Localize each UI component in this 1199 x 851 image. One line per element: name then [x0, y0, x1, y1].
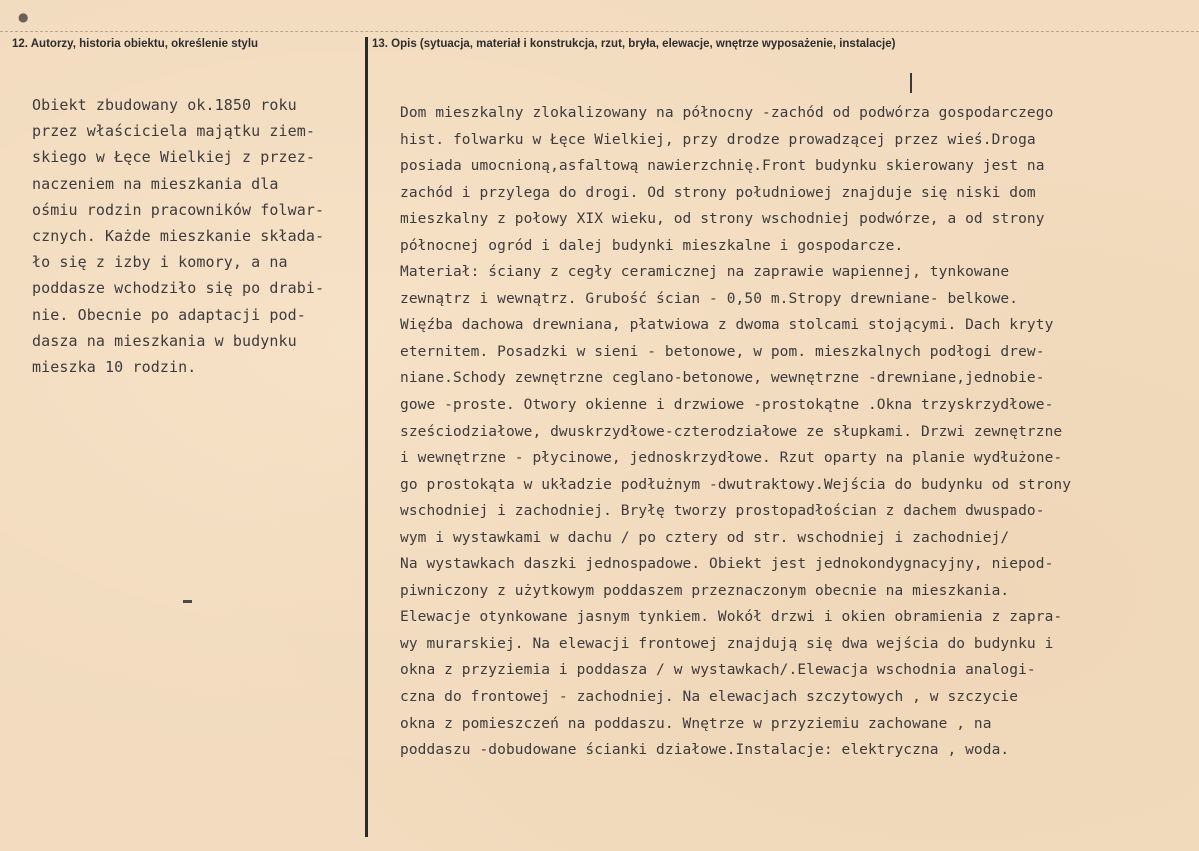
- column-divider: [365, 37, 368, 837]
- corner-mark-icon: ●: [18, 10, 29, 24]
- history-line: dasza na mieszkania w budynku: [32, 331, 297, 350]
- description-line: Więźba dachowa drewniana, płatwiowa z dwoma stolcami stojącymi. Dach kryty: [400, 317, 1054, 334]
- description-line: wschodniej i zachodniej. Bryłę tworzy prostopadłościan z dachem dwuspado-: [400, 503, 1045, 520]
- history-line: cznych. Każde mieszkanie składa-: [32, 227, 325, 246]
- description-line: wy murarskiej. Na elewacji frontowej znajdują się dwa wejścia do budynku i: [400, 635, 1054, 652]
- history-line: poddasze wchodziło się po drabi-: [32, 279, 325, 298]
- history-line: ośmiu rodzin pracowników folwar-: [32, 200, 325, 219]
- description-line: okna z przyziemia i poddasza / w wystawkach/.Elewacja wschodnia analogi-: [400, 662, 1036, 679]
- description-line: Materiał: ściany z cegły ceramicznej na zaprawie wapiennej, tynkowane: [400, 264, 1010, 281]
- description-text: [400, 100, 1195, 764]
- history-text: [32, 92, 362, 380]
- history-line: naczeniem na mieszkania dla: [32, 174, 279, 193]
- description-line: posiada umocnioną,asfaltową nawierzchnię.Front budynku skierowany jest na: [400, 158, 1045, 175]
- description-line: sześciodziałowe, dwuskrzydłowe-czterodziałowe ze słupkami. Drzwi zewnętrzne: [400, 423, 1063, 440]
- description-line: niane.Schody zewnętrzne ceglano-betonowe, wewnętrzne -drewniane,jednobie-: [400, 370, 1045, 387]
- description-line: Dom mieszkalny zlokalizowany na północny -zachód od podwórza gospodarczego: [400, 105, 1054, 121]
- history-line: ło się z izby i komory, a na: [32, 253, 288, 272]
- history-line: skiego w Łęce Wielkiej z przez-: [32, 148, 316, 167]
- history-line: przez właściciela majątku ziem-: [32, 122, 316, 141]
- description-line: go prostokąta w układzie podłużnym -dwutraktowy.Wejścia do budynku od strony: [400, 476, 1072, 493]
- description-line: Na wystawkach daszki jednospadowe. Obiekt jest jednokondygnacyjny, niepod-: [400, 556, 1054, 573]
- history-line: mieszka 10 rodzin.: [32, 358, 197, 377]
- description-line: i wewnętrzne - płycinowe, jednoskrzydłowe. Rzut oparty na planie wydłużone-: [400, 450, 1063, 467]
- text-cursor-mark: [910, 73, 912, 93]
- description-line: poddaszu -dobudowane ścianki działowe.Instalacje: elektryczna , woda.: [400, 742, 1010, 759]
- description-line: wym i wystawkami w dachu / po cztery od str. wschodniej i zachodniej/: [400, 529, 1010, 546]
- description-line: hist. folwarku w Łęce Wielkiej, przy drodze prowadzącej przez wieś.Droga: [400, 131, 1036, 148]
- description-line: gowe -proste. Otwory okienne i drzwiowe -prostokątne .Okna trzyskrzydłowe-: [400, 397, 1054, 414]
- section-13-header: 13. Opis (sytuacja, materiał i konstrukcja, rzut, bryła, elewacje, wnętrze wyposażenie, instalacje): [372, 38, 896, 50]
- description-line: zewnątrz i wewnątrz. Grubość ścian - 0,50 m.Stropy drewniane- belkowe.: [400, 290, 1019, 307]
- header-divider: [0, 31, 1199, 33]
- dash-mark: [183, 600, 192, 603]
- description-line: północnej ogród i dalej budynki mieszkalne i gospodarcze.: [400, 237, 904, 254]
- description-line: Elewacje otynkowane jasnym tynkiem. Wokół drzwi i okien obramienia z zapra-: [400, 609, 1063, 626]
- history-line: Obiekt zbudowany ok.1850 roku: [32, 96, 297, 114]
- description-line: okna z pomieszczeń na poddaszu. Wnętrze w przyziemiu zachowane , na: [400, 715, 992, 732]
- description-line: czna do frontowej - zachodniej. Na elewacjach szczytowych , w szczycie: [400, 689, 1019, 706]
- description-line: eternitem. Posadzki w sieni - betonowe, w pom. mieszkalnych podłogi drew-: [400, 343, 1045, 360]
- description-line: piwniczony z użytkowym poddaszem przeznaczonym obecnie na mieszkania.: [400, 582, 1010, 599]
- history-line: nie. Obecnie po adaptacji pod-: [32, 305, 306, 324]
- description-line: mieszkalny z połowy XIX wieku, od strony wschodniej podwórze, a od strony: [400, 211, 1045, 228]
- section-12-header: 12. Autorzy, historia obiektu, określenie stylu: [12, 38, 259, 50]
- description-line: zachód i przylega do drogi. Od strony południowej znajduje się niski dom: [400, 184, 1036, 201]
